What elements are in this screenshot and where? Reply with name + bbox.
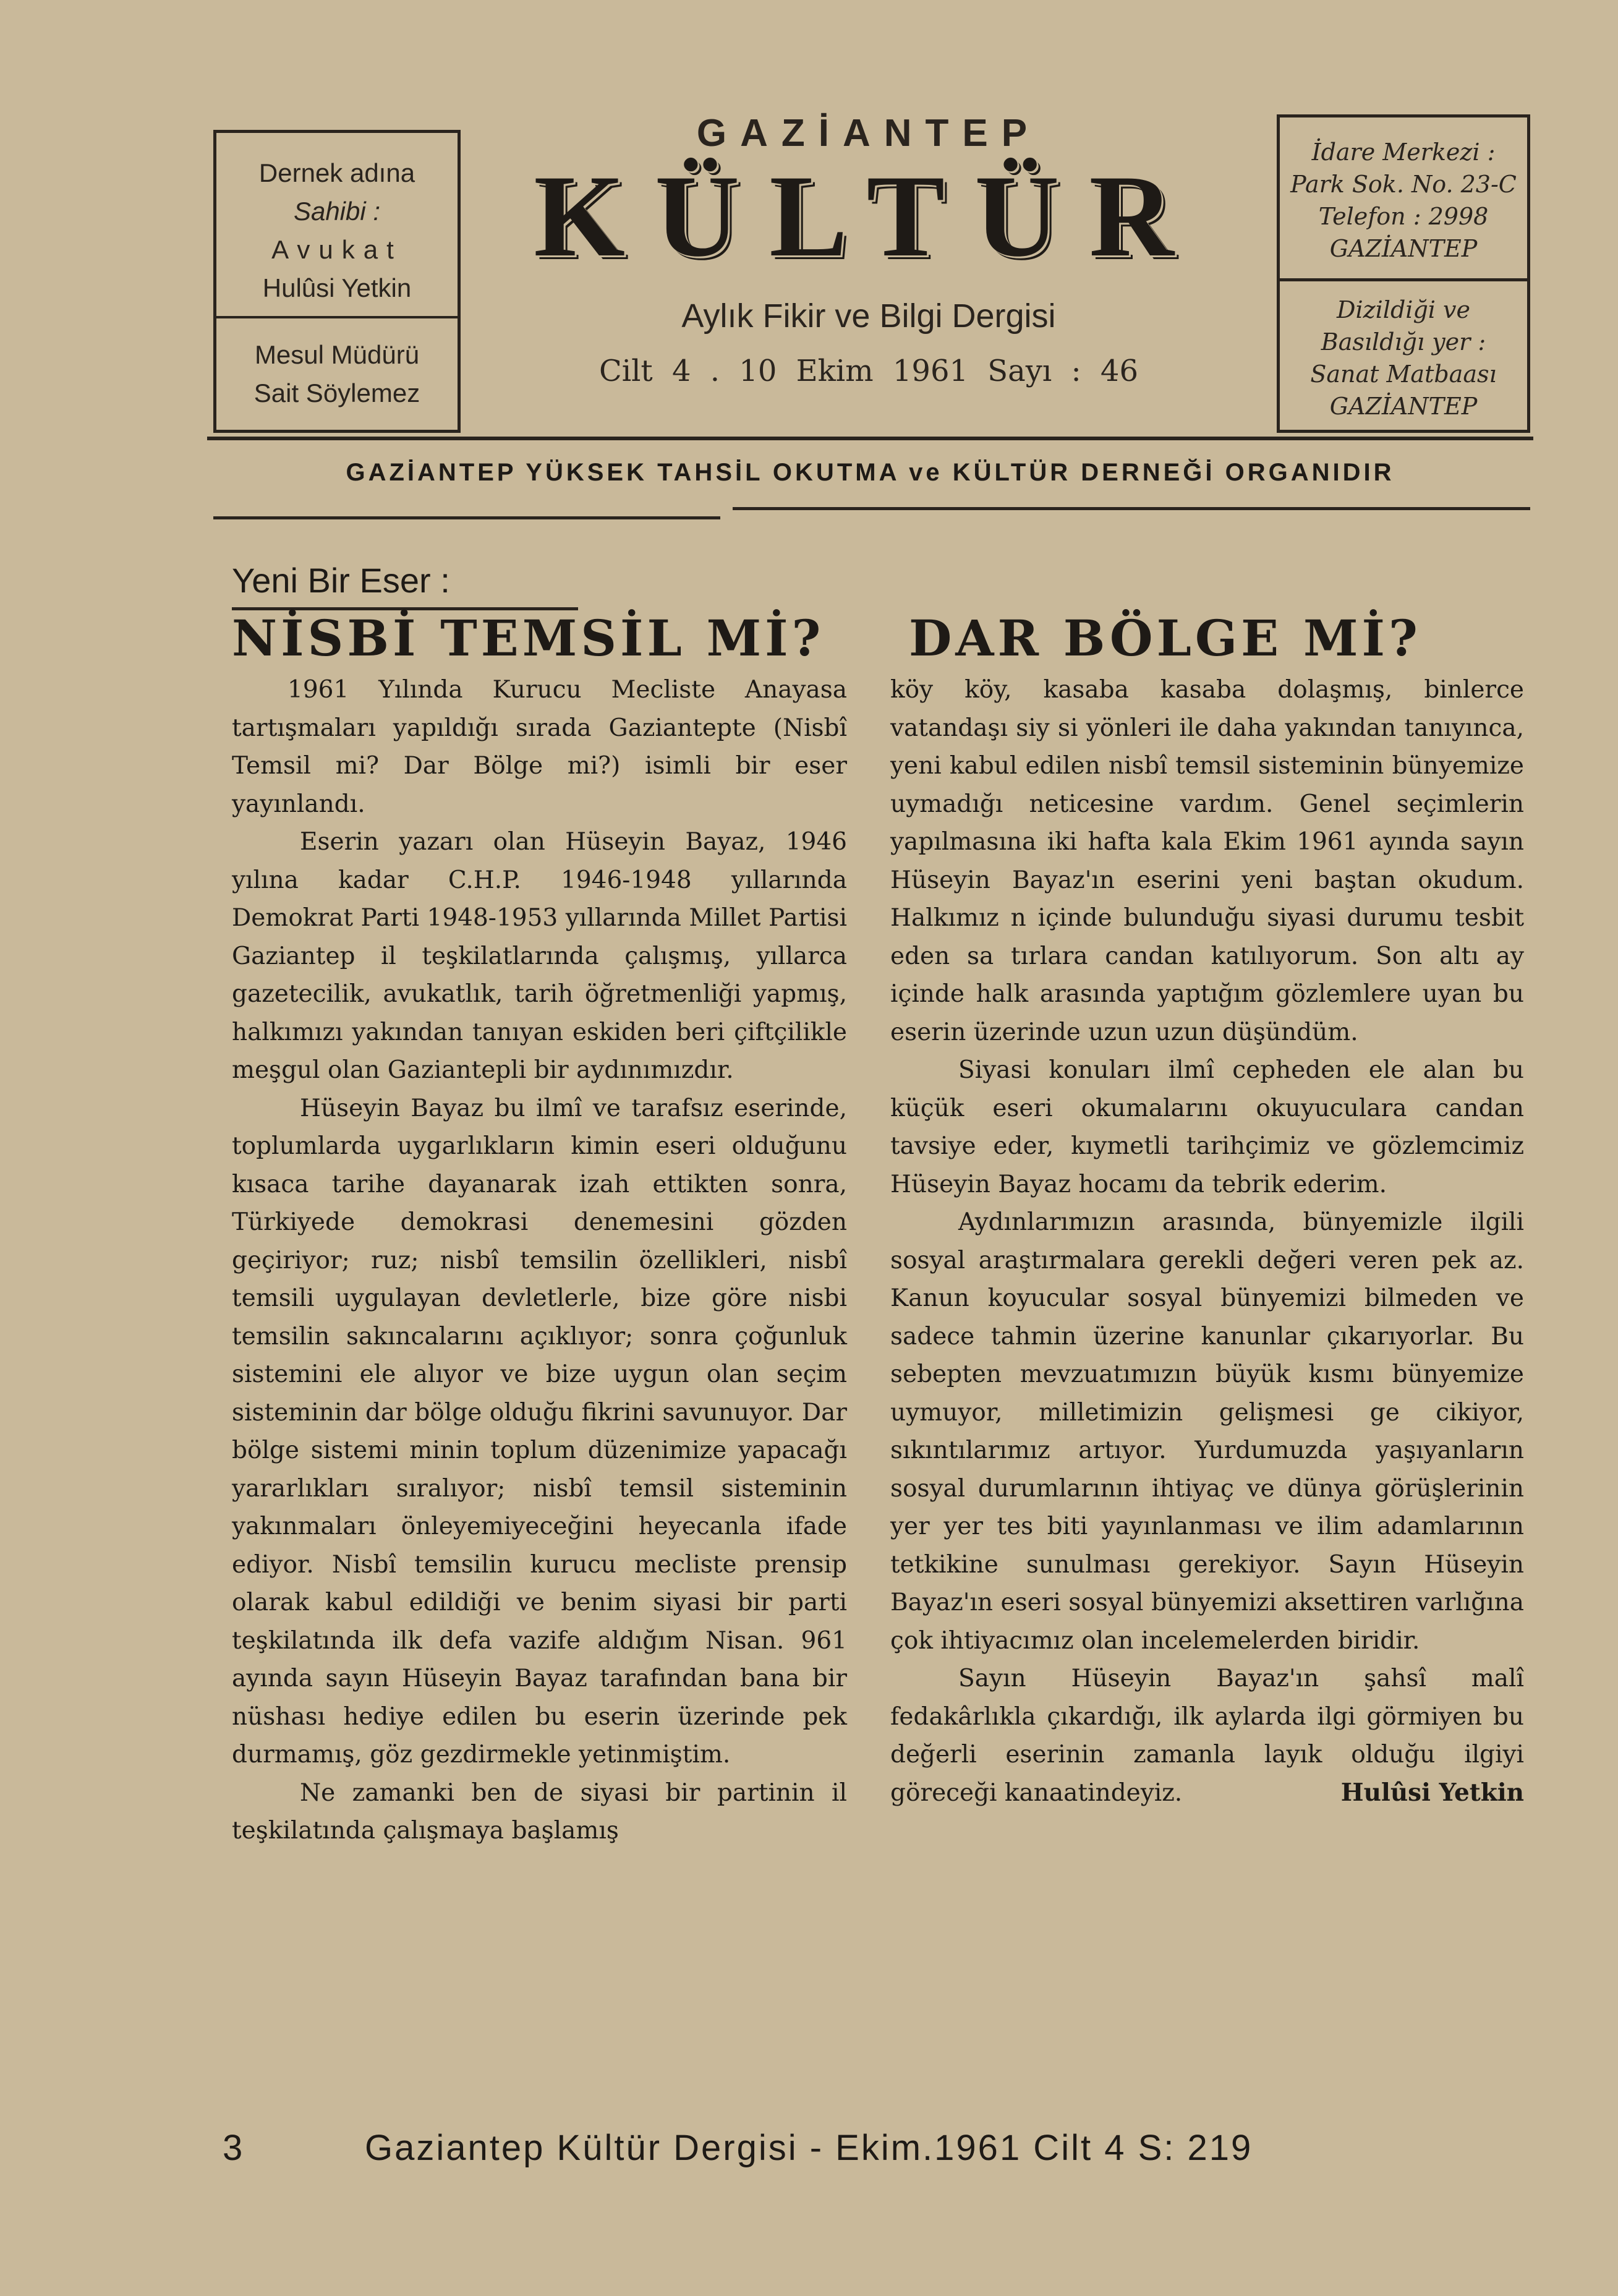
- masthead-logo: KÜLTÜR: [534, 152, 1204, 281]
- section-label: Yeni Bir Eser :: [232, 561, 450, 600]
- address-line-2: Park Sok. No. 23-C: [1290, 171, 1517, 198]
- column-left: [232, 671, 847, 1850]
- article-title-right: DAR BÖLGE Mİ?: [909, 609, 1421, 667]
- masthead-subtitle: Aylık Fikir ve Bilgi Dergisi: [681, 297, 1056, 335]
- paragraph: Aydınlarımızın arasında, bünyemizle ilgili sosyal araştırmalara gerekli değeri veren pek az. Kanun koyucular sosyal bünyemizi bilmeden ve sadece tahmin üzerine kanunlar çıkarıyorlar. Bu sebepten mevzuatımızın büyük kısmı bünyemize uymuyor, milletimizin gelişmesi ge cikiyor, sıkıntılarımız artıyor. Yurdumuzda yaşıyanların sosyal durumlarının ihtiyaç ve dünya görüşlerinin yer yer tes biti yayınlanması ve ilim adamlarının tetkikine sunulması gerekiyor. Sayın Hüseyin Bayaz'ın eseri sosyal bünyemizi aksettiren varlığına çok ihtiyacımız olan incelemelerden biridir.: [890, 1208, 1524, 1655]
- paragraph: Sayın Hüseyin Bayaz'ın şahsî malî fedakârlıkla çıkardığı, ilk aylarda ilgi görmiyen bu değerli eserinin zamanla layık olduğu ilgiyi göreceği kanaatindeyiz.: [890, 1665, 1524, 1807]
- divider-right: [733, 507, 1530, 510]
- page-number: 3: [223, 2128, 245, 2168]
- paragraph: Siyasi konuları ilmî cepheden ele alan bu küçük eseri okumalarını okuyuculara candan tavsiye eder, kıymetli tarihçimiz ve gözlemcimiz Hüseyin Bayaz hocamı da tebrik ederim.: [890, 1056, 1524, 1198]
- footer-text: Gaziantep Kültür Dergisi - Ekim.1961 Cilt 4 S: 219: [365, 2128, 1253, 2168]
- paragraph: Hüseyin Bayaz bu ilmî ve tarafsız eserinde, toplumlarda uygarlıkların kimin eseri olduğunu kısaca tarihe dayanarak izah ettikten sonra, Türkiyede demokrasi denemesini gözden geçiriyor; ruz; nisbî temsilin özellikleri, nisbî temsili uygulayan devletlerle, bize göre nisbi temsilin sakıncalarını açıklıyor; sonra çoğunluk sistemini ele alıyor ve bize uygun olan seçim sisteminin dar bölge olduğu fikrini savunuyor. Dar bölge sistemi minin toplum düzenimize yapacağı yararlıkları sıralıyor; nisbî temsil sisteminin yakınmaları önleyemiyeceğini heyecanla ifade ediyor. Nisbî temsilin kurucu mecliste prensip olarak kabul edildiği ve benim siyasi bir parti teşkilatında ilk defa vazife aldığım Nisan. 961 ayında sayın Hüseyin Bayaz tarafından bana bir nüshası hediye edilen bu eserin üzerinde pek durmamış, göz gezdirmekle yetinmiştim.: [232, 1094, 847, 1769]
- editor-line-2: Sait Söylemez: [253, 378, 420, 408]
- printer-line-3: Sanat Matbaası: [1310, 361, 1497, 388]
- paragraph: köy köy, kasaba kasaba dolaşmış, binlerce vatandaşı siy si yönleri ile daha yakından tanıyınca, yeni kabul edilen nisbî temsil sisteminin bünyemize uymadığı neticesine vardım. Genel seçimlerin yapılmasına iki hafta kala Ekim 1961 ayında sayın Hüseyin Bayaz'ın eserini yeni baştan okudum. Halkımız n içinde bulunduğu siyasi durumu tesbit eden sa tırlara candan katılıyorum. Son altı ay içinde halk arasında yaptığım gözlemlere uyan bu eserin üzerinde uzun uzun düşündüm.: [890, 676, 1524, 1046]
- address-line-1: İdare Merkezi :: [1311, 139, 1496, 166]
- owner-line-1: Dernek adına: [258, 158, 415, 187]
- owner-box: [213, 130, 461, 433]
- issue-line: Cilt 4 . 10 Ekim 1961 Sayı : 46: [598, 354, 1139, 388]
- column-right: [890, 671, 1524, 1812]
- divider-left: [213, 516, 720, 519]
- paragraph: Eserin yazarı olan Hüseyin Bayaz, 1946 yılına kadar C.H.P. 1946-1948 yıllarında Demokrat Parti 1948-1953 yıllarında Millet Partisi Gaziantep il teşkilatlarında çalışmış, yıllarca gazetecilik, avukatlık, tarih öğretmenliği yapmış, halkımızı yakından tanıyan eskiden beri çiftçilikle meşgul olan Gaziantepli bir aydınımızdır.: [232, 828, 847, 1084]
- printer-line-2: Basıldığı yer :: [1321, 328, 1486, 356]
- paragraph: Ne zamanki ben de siyasi bir partinin il teşkilatında çalışmaya başlamış: [232, 1778, 847, 1845]
- article-title-left: NİSBİ TEMSİL Mİ?: [232, 609, 825, 667]
- printer-line-1: Dizildiği ve: [1337, 296, 1470, 323]
- address-box: [1277, 114, 1530, 433]
- masthead-kicker: GAZİANTEP: [696, 112, 1041, 155]
- address-line-4: GAZİANTEP: [1329, 235, 1478, 262]
- organ-line: GAZİANTEP YÜKSEK TAHSİL OKUTMA ve KÜLTÜR DERNEĞİ ORGANIDIR: [346, 459, 1395, 486]
- owner-line-2: Sahibi :: [293, 197, 381, 226]
- masthead-rule: [207, 437, 1533, 440]
- owner-line-4: Hulûsi Yetkin: [262, 273, 412, 302]
- owner-line-3: Avukat: [271, 235, 402, 264]
- editor-line-1: Mesul Müdürü: [254, 340, 420, 369]
- printer-line-4: GAZİANTEP: [1329, 393, 1478, 420]
- paragraph: 1961 Yılında Kurucu Mecliste Anayasa tartışmaları yapıldığı sırada Gaziantepte (Nisbî Temsil mi? Dar Bölge mi?) isimli bir eser yayınlandı.: [232, 676, 847, 818]
- page-footer: [223, 2127, 1521, 2169]
- author-signature: Hulûsi Yetkin: [1340, 1778, 1524, 1807]
- address-line-3: Telefon : 2998: [1318, 203, 1489, 230]
